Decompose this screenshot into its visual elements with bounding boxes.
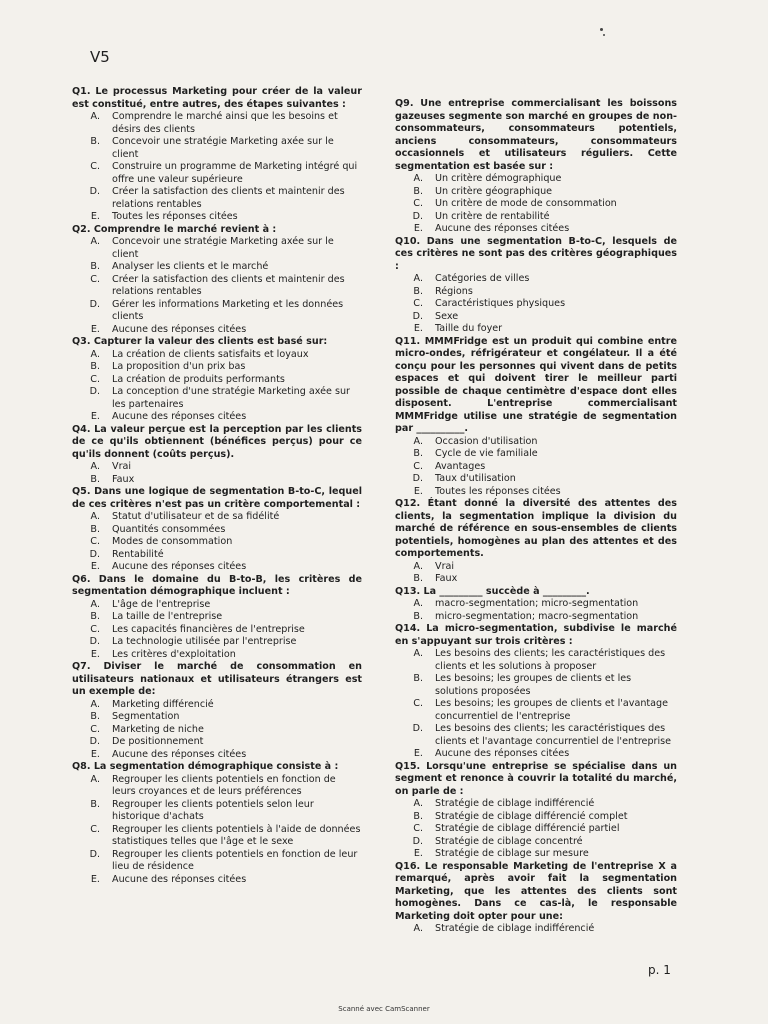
option-letter: A. [90, 111, 100, 122]
answer-option [72, 474, 362, 487]
option-list [395, 173, 677, 236]
option-letter: A. [90, 236, 100, 247]
option-letter: D. [89, 848, 100, 860]
option-text: La conception d'une stratégie Marketing axée sur les partenaires [112, 386, 350, 410]
option-text: Créer la satisfaction des clients et maintenir des relations rentables [112, 186, 345, 210]
option-text: Concevoir une stratégie Marketing axée sur le client [112, 136, 334, 160]
answer-option [72, 161, 362, 186]
option-text: Un critère démographique [435, 173, 562, 184]
option-text: Aucune des réponses citées [112, 411, 247, 422]
answer-option [72, 736, 362, 749]
option-text: Aucune des réponses citées [435, 223, 570, 234]
option-letter: E. [413, 748, 423, 759]
option-text: Vrai [435, 560, 455, 572]
option-text: L'âge de l'entreprise [112, 598, 211, 610]
page-number: p. 1 [648, 963, 671, 977]
question-block [395, 861, 677, 936]
answer-option [72, 849, 362, 874]
option-letter: C. [90, 273, 100, 285]
answer-option [72, 711, 362, 724]
answer-option [395, 198, 677, 211]
answer-option [72, 799, 362, 824]
option-text: Taille du foyer [435, 323, 503, 334]
option-letter: E. [90, 411, 100, 422]
question-block [395, 336, 677, 499]
option-text: Regrouper les clients potentiels en fonction de leurs croyances et de leurs préférences [112, 773, 336, 797]
answer-option [72, 636, 362, 649]
question-block [72, 224, 362, 337]
option-text: Segmentation [112, 711, 180, 722]
option-letter: B. [90, 473, 100, 485]
option-letter: A. [90, 698, 100, 710]
option-text: Un critère de rentabilité [435, 210, 550, 222]
option-list [395, 436, 677, 499]
option-letter: A. [90, 348, 100, 360]
option-text: Stratégie de ciblage indifférencié [435, 923, 595, 934]
answer-option [395, 448, 677, 461]
answer-option [395, 186, 677, 199]
answer-option [395, 573, 677, 586]
option-text: Modes de consommation [112, 536, 233, 547]
option-letter: A. [90, 598, 100, 610]
option-list [395, 923, 677, 936]
option-letter: B. [413, 673, 423, 684]
answer-option [395, 461, 677, 474]
option-list [72, 699, 362, 762]
question-text: Q11. MMMFridge est un produit qui combine entre micro-ondes, réfrigérateur et congélateur. Il a été conçu pour les personnes qui vivent dans de petits espaces et qui doivent tirer le meilleur parti possible de chaque centimètre d'espace dont elles disposent. L'entreprise commercialisant MMMFridge utilise une stratégie de segmentation par __________. [395, 335, 677, 434]
option-letter: A. [413, 648, 423, 659]
option-text: Stratégie de ciblage différencié complet [435, 810, 628, 822]
answer-option [72, 386, 362, 411]
answer-option [395, 486, 677, 499]
option-letter: A. [413, 798, 423, 809]
option-text: Concevoir une stratégie Marketing axée sur le client [112, 236, 334, 260]
option-text: Les capacités financières de l'entreprise [112, 623, 305, 635]
answer-option [395, 811, 677, 824]
answer-option [72, 186, 362, 211]
option-text: Un critère de mode de consommation [435, 198, 617, 209]
option-text: Les besoins; les groupes de clients et l'avantage concurrentiel de l'entreprise [435, 698, 669, 722]
answer-option [395, 223, 677, 236]
version-label: V5 [90, 48, 110, 66]
question-block [395, 236, 677, 336]
answer-option [72, 699, 362, 712]
option-list [72, 236, 362, 336]
option-text: La création de produits performants [112, 373, 285, 385]
option-text: Les besoins des clients; les caractéristiques des clients et l'avantage concurrentiel de l'entreprise [435, 723, 672, 747]
question-block [72, 486, 362, 574]
option-text: Vrai [112, 461, 132, 472]
answer-option [395, 673, 677, 698]
answer-option [72, 374, 362, 387]
answer-option [72, 599, 362, 612]
answer-option [72, 461, 362, 474]
option-letter: D. [412, 723, 423, 734]
option-letter: B. [90, 611, 100, 622]
answer-option [395, 923, 677, 936]
option-letter: D. [412, 473, 423, 484]
answer-option [395, 798, 677, 811]
option-letter: B. [413, 573, 423, 584]
answer-option [72, 611, 362, 624]
answer-option [72, 411, 362, 424]
option-list [395, 798, 677, 861]
option-letter: A. [90, 461, 100, 472]
option-text: Faux [112, 473, 135, 485]
question-block [72, 761, 362, 886]
answer-option [395, 648, 677, 673]
option-text: Regrouper les clients potentiels selon leur historique d'achats [112, 798, 314, 822]
answer-option [72, 349, 362, 362]
option-letter: D. [89, 186, 100, 197]
option-letter: A. [413, 923, 423, 934]
option-text: Avantages [435, 460, 486, 472]
option-letter: B. [90, 136, 100, 147]
right-column [395, 98, 677, 936]
question-text: Q8. La segmentation démographique consiste à : [72, 761, 339, 772]
question-block [72, 424, 362, 487]
question-text: Q5. Dans une logique de segmentation B-to-C, lequel de ces critères n'est pas un critère comportemental : [72, 486, 362, 510]
option-letter: A. [90, 511, 100, 522]
option-letter: A. [413, 273, 423, 284]
question-block [395, 98, 677, 236]
option-letter: C. [90, 623, 100, 635]
option-letter: B. [90, 361, 100, 372]
option-list [72, 111, 362, 224]
answer-option [395, 323, 677, 336]
answer-option [395, 698, 677, 723]
answer-option [72, 774, 362, 799]
answer-option [395, 286, 677, 299]
option-letter: E. [413, 323, 423, 334]
question-block [72, 86, 362, 224]
answer-option [395, 298, 677, 311]
question-text: Q16. Le responsable Marketing de l'entreprise X a remarqué, après avoir fait la segmentation Marketing, que les attentes des clients sont homogènes. Dans ce cas-là, le responsable Marketing doit opter pour une: [395, 860, 677, 922]
option-letter: C. [413, 198, 423, 209]
option-letter: C. [413, 298, 423, 309]
option-letter: A. [90, 773, 100, 785]
question-block [72, 661, 362, 761]
answer-option [72, 549, 362, 562]
option-text: Créer la satisfaction des clients et maintenir des relations rentables [112, 273, 345, 297]
option-text: Statut d'utilisateur et de sa fidélité [112, 511, 280, 522]
answer-option [395, 173, 677, 186]
option-text: La technologie utilisée par l'entreprise [112, 636, 297, 647]
option-letter: C. [413, 823, 423, 834]
option-letter: B. [413, 448, 423, 459]
option-letter: B. [413, 810, 423, 822]
option-text: Gérer les informations Marketing et les données clients [112, 298, 344, 322]
option-text: Construire un programme de Marketing intégré qui offre une valeur supérieure [112, 161, 358, 185]
option-letter: B. [90, 798, 100, 810]
option-text: La taille de l'entreprise [112, 611, 223, 622]
answer-option [72, 561, 362, 574]
option-letter: E. [413, 848, 423, 859]
answer-option [72, 299, 362, 324]
option-text: Marketing de niche [112, 723, 204, 735]
answer-option [395, 611, 677, 624]
answer-option [72, 724, 362, 737]
option-list [395, 561, 677, 586]
question-text: Q6. Dans le domaine du B-to-B, les critères de segmentation démographique incluent : [72, 573, 362, 597]
answer-option [72, 824, 362, 849]
question-block [395, 498, 677, 586]
scan-speck [603, 34, 605, 36]
option-letter: C. [90, 723, 100, 735]
option-letter: E. [90, 648, 100, 660]
option-letter: B. [90, 261, 100, 272]
option-text: Faux [435, 573, 458, 584]
answer-option [395, 211, 677, 224]
option-text: Régions [435, 285, 473, 297]
option-text: Aucune des réponses citées [112, 561, 247, 572]
answer-option [395, 311, 677, 324]
question-text: Q12. Étant donné la diversité des attentes des clients, la segmentation implique la division du marché de référence en sous-ensembles de clients potentiels, homogènes au plan des attentes et des comportements. [395, 498, 677, 559]
option-letter: B. [413, 185, 423, 197]
answer-option [72, 749, 362, 762]
answer-option [72, 111, 362, 136]
option-letter: B. [413, 610, 423, 622]
option-letter: C. [90, 536, 100, 547]
option-letter: E. [90, 323, 100, 335]
option-letter: A. [413, 560, 423, 572]
option-list [395, 598, 677, 623]
answer-option [395, 823, 677, 836]
answer-option [72, 649, 362, 662]
option-text: Aucune des réponses citées [112, 873, 247, 885]
answer-option [395, 436, 677, 449]
answer-option [72, 274, 362, 299]
option-text: Stratégie de ciblage différencié partiel [435, 823, 620, 834]
option-text: Taux d'utilisation [435, 473, 516, 484]
question-block [395, 623, 677, 761]
question-text: Q7. Diviser le marché de consommation en utilisateurs nationaux et utilisateurs étrangers est un exemple de: [72, 661, 362, 697]
option-text: Analyser les clients et le marché [112, 261, 269, 272]
option-list [72, 774, 362, 887]
option-list [72, 511, 362, 574]
option-letter: E. [90, 748, 100, 760]
option-letter: E. [413, 485, 423, 497]
option-text: Aucune des réponses citées [112, 323, 247, 335]
option-text: micro-segmentation; macro-segmentation [435, 610, 639, 622]
option-text: Quantités consommées [112, 523, 226, 535]
answer-option [72, 361, 362, 374]
answer-option [72, 136, 362, 161]
option-letter: A. [413, 173, 423, 184]
option-text: Caractéristiques physiques [435, 298, 566, 309]
answer-option [72, 524, 362, 537]
option-text: Stratégie de ciblage concentré [435, 835, 583, 847]
option-text: Comprendre le marché ainsi que les besoins et désirs des clients [112, 111, 338, 135]
option-text: Les critères d'exploitation [112, 648, 236, 660]
question-text: Q13. La _________ succède à _________. [395, 585, 590, 597]
option-text: Aucune des réponses citées [435, 748, 570, 759]
option-text: Regrouper les clients potentiels à l'aide de données statistiques telles que l'âge et le sexe [112, 823, 361, 847]
option-list [72, 461, 362, 486]
option-letter: C. [413, 698, 423, 709]
option-text: Aucune des réponses citées [112, 748, 247, 760]
option-text: Stratégie de ciblage indifférencié [435, 798, 595, 809]
answer-option [72, 874, 362, 887]
option-letter: D. [89, 548, 100, 560]
option-text: Cycle de vie familiale [435, 448, 538, 459]
answer-option [72, 624, 362, 637]
question-text: Q4. La valeur perçue est la perception par les clients de ce qu'ils obtiennent (bénéfices perçus) pour ce qu'ils donnent (coûts perçus). [72, 423, 362, 460]
option-letter: E. [413, 223, 423, 234]
option-letter: E. [90, 211, 100, 222]
option-text: Toutes les réponses citées [112, 211, 238, 222]
answer-option [72, 324, 362, 337]
option-text: Regrouper les clients potentiels en fonction de leur lieu de résidence [112, 848, 358, 872]
option-text: macro-segmentation; micro-segmentation [435, 598, 639, 609]
option-letter: B. [413, 285, 423, 297]
option-text: Sexe [435, 310, 459, 322]
question-block [395, 761, 677, 861]
option-letter: E. [90, 561, 100, 572]
option-letter: C. [90, 823, 100, 835]
question-text: Q10. Dans une segmentation B-to-C, lesquels de ces critères ne sont pas des critères géographiques : [395, 235, 677, 272]
option-list [72, 599, 362, 662]
answer-option [395, 848, 677, 861]
option-text: Les besoins des clients; les caractéristiques des clients et les solutions à proposer [435, 648, 666, 672]
option-text: La création de clients satisfaits et loyaux [112, 348, 309, 360]
option-letter: D. [89, 298, 100, 310]
answer-option [395, 598, 677, 611]
option-text: Marketing différencié [112, 698, 214, 710]
option-text: Occasion d'utilisation [435, 435, 538, 447]
option-text: Toutes les réponses citées [435, 485, 561, 497]
question-text: Q14. La micro-segmentation, subdivise le marché en s'appuyant sur trois critères : [395, 623, 677, 647]
option-text: La proposition d'un prix bas [112, 361, 246, 372]
answer-option [395, 723, 677, 748]
option-text: Rentabilité [112, 548, 164, 560]
option-text: Un critère géographique [435, 185, 553, 197]
answer-option [72, 536, 362, 549]
option-letter: A. [413, 598, 423, 609]
option-letter: D. [412, 210, 423, 222]
option-letter: D. [89, 386, 100, 397]
question-text: Q15. Lorsqu'une entreprise se spécialise dans un segment et renonce à couvrir la totalité du marché, on parle de : [395, 760, 677, 797]
option-letter: D. [89, 636, 100, 647]
answer-option [72, 511, 362, 524]
option-letter: D. [412, 310, 423, 322]
answer-option [395, 836, 677, 849]
option-letter: D. [89, 736, 100, 747]
option-text: Stratégie de ciblage sur mesure [435, 848, 589, 859]
question-block [395, 586, 677, 624]
answer-option [72, 261, 362, 274]
option-letter: A. [413, 435, 423, 447]
option-letter: C. [413, 460, 423, 472]
question-text: Q2. Comprendre le marché revient à : [72, 223, 277, 235]
scan-speck [600, 28, 603, 31]
question-text: Q1. Le processus Marketing pour créer de la valeur est constitué, entre autres, des étapes suivantes : [72, 86, 362, 110]
option-letter: C. [90, 161, 100, 172]
answer-option [395, 473, 677, 486]
scanner-watermark: Scanné avec CamScanner [338, 1005, 430, 1013]
question-block [72, 336, 362, 424]
answer-option [395, 748, 677, 761]
option-text: De positionnement [112, 736, 204, 747]
option-list [395, 273, 677, 336]
option-letter: B. [90, 711, 100, 722]
question-text: Q3. Capturer la valeur des clients est basé sur: [72, 336, 328, 347]
option-list [72, 349, 362, 424]
option-list [395, 648, 677, 761]
answer-option [72, 211, 362, 224]
question-block [72, 574, 362, 662]
option-letter: C. [90, 373, 100, 385]
option-letter: D. [412, 835, 423, 847]
option-letter: E. [90, 873, 100, 885]
question-text: Q9. Une entreprise commercialisant les boissons gazeuses segmente son marché en groupes de non-consommateurs, consommateurs potentiels, anciens consommateurs, consommateurs occasionnels et utilisateurs réguliers. Cette segmentation est basée sur : [395, 98, 677, 172]
answer-option [395, 561, 677, 574]
answer-option [72, 236, 362, 261]
option-text: Catégories de villes [435, 273, 530, 284]
option-text: Les besoins; les groupes de clients et les solutions proposées [435, 673, 632, 697]
left-column [72, 86, 362, 886]
answer-option [395, 273, 677, 286]
option-letter: B. [90, 523, 100, 535]
